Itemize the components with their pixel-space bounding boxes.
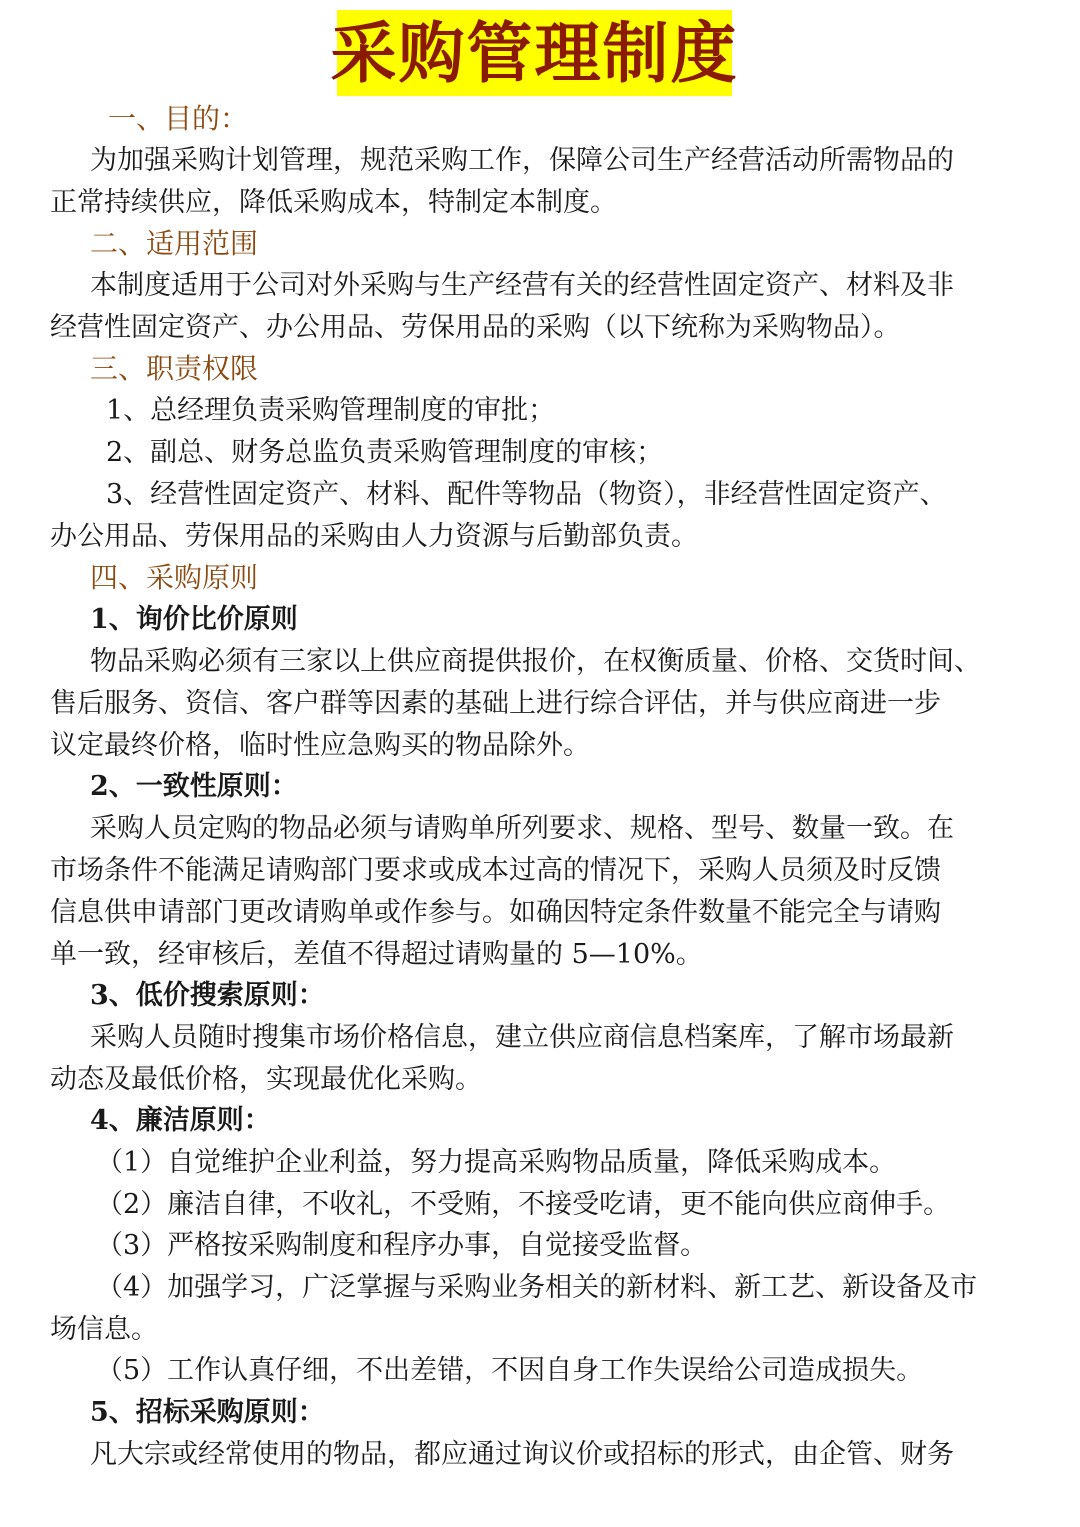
section-heading-scope: 二、适用范围: [90, 227, 259, 260]
paragraph-line: 市场条件不能满足请购部门要求或成本过高的情况下，采购人员须及时反馈: [50, 855, 941, 886]
paragraph-line: 信息供申请部门更改请购单或作参与。如确因特定条件数量不能完全与请购: [50, 897, 941, 928]
paragraph-line: 场信息。: [50, 1314, 158, 1345]
list-item: 3、经营性固定资产、材料、配件等物品（物资），非经营性固定资产、: [106, 479, 947, 510]
paragraph-line: 单一致，经审核后，差值不得超过请购量的 5—10%。: [50, 939, 703, 970]
paragraph-line: 凡大宗或经常使用的物品，都应通过询议价或招标的形式，由企管、财务: [90, 1439, 954, 1470]
list-item: （3）严格按采购制度和程序办事，自觉接受监督。: [96, 1230, 708, 1261]
paragraph-line: 本制度适用于公司对外采购与生产经营有关的经营性固定资产、材料及非: [90, 270, 954, 301]
list-item: （5）工作认真仔细，不出差错，不因自身工作失误给公司造成损失。: [96, 1355, 924, 1386]
list-item: （1）自觉维护企业利益，努力提高采购物品质量，降低采购成本。: [96, 1147, 897, 1178]
paragraph-line: 议定最终价格，临时性应急购买的物品除外。: [50, 730, 590, 761]
section-heading-principles: 四、采购原则: [90, 561, 259, 594]
document-title: 采购管理制度: [330, 14, 739, 92]
paragraph-line: 正常持续供应，降低采购成本，特制定本制度。: [50, 187, 617, 218]
section-heading-purpose: 一、目的：: [108, 102, 249, 135]
paragraph-line: 采购人员定购的物品必须与请购单所列要求、规格、型号、数量一致。在: [90, 813, 954, 844]
list-item: 2、副总、财务总监负责采购管理制度的审核；: [106, 437, 664, 468]
subsection-heading: 2、一致性原则：: [90, 771, 298, 802]
list-item: （4）加强学习，广泛掌握与采购业务相关的新材料、新工艺、新设备及市: [96, 1272, 978, 1303]
paragraph-line: 售后服务、资信、客户群等因素的基础上进行综合评估，并与供应商进一步: [50, 688, 941, 719]
paragraph-line: 采购人员随时搜集市场价格信息，建立供应商信息档案库，了解市场最新: [90, 1022, 954, 1053]
paragraph-line: 经营性固定资产、办公用品、劳保用品的采购（以下统称为采购物品）。: [50, 312, 901, 343]
title-banner: [330, 10, 739, 96]
paragraph-line: 动态及最低价格，实现最优化采购。: [50, 1064, 482, 1095]
subsection-heading: 1、询价比价原则: [90, 604, 298, 635]
subsection-heading: 5、招标采购原则：: [90, 1397, 325, 1428]
paragraph-line: 为加强采购计划管理，规范采购工作，保障公司生产经营活动所需物品的: [90, 145, 954, 176]
section-heading-responsibilities: 三、职责权限: [90, 352, 259, 385]
subsection-heading: 3、低价搜索原则：: [90, 980, 325, 1011]
list-item: （2）廉洁自律，不收礼，不受贿，不接受吃请，更不能向供应商伸手。: [96, 1189, 951, 1220]
paragraph-line: 办公用品、劳保用品的采购由人力资源与后勤部负责。: [50, 521, 698, 552]
paragraph-line: 物品采购必须有三家以上供应商提供报价，在权衡质量、价格、交货时间、: [90, 646, 981, 677]
subsection-heading: 4、廉洁原则：: [90, 1105, 271, 1136]
list-item: 1、总经理负责采购管理制度的审批；: [106, 395, 556, 426]
